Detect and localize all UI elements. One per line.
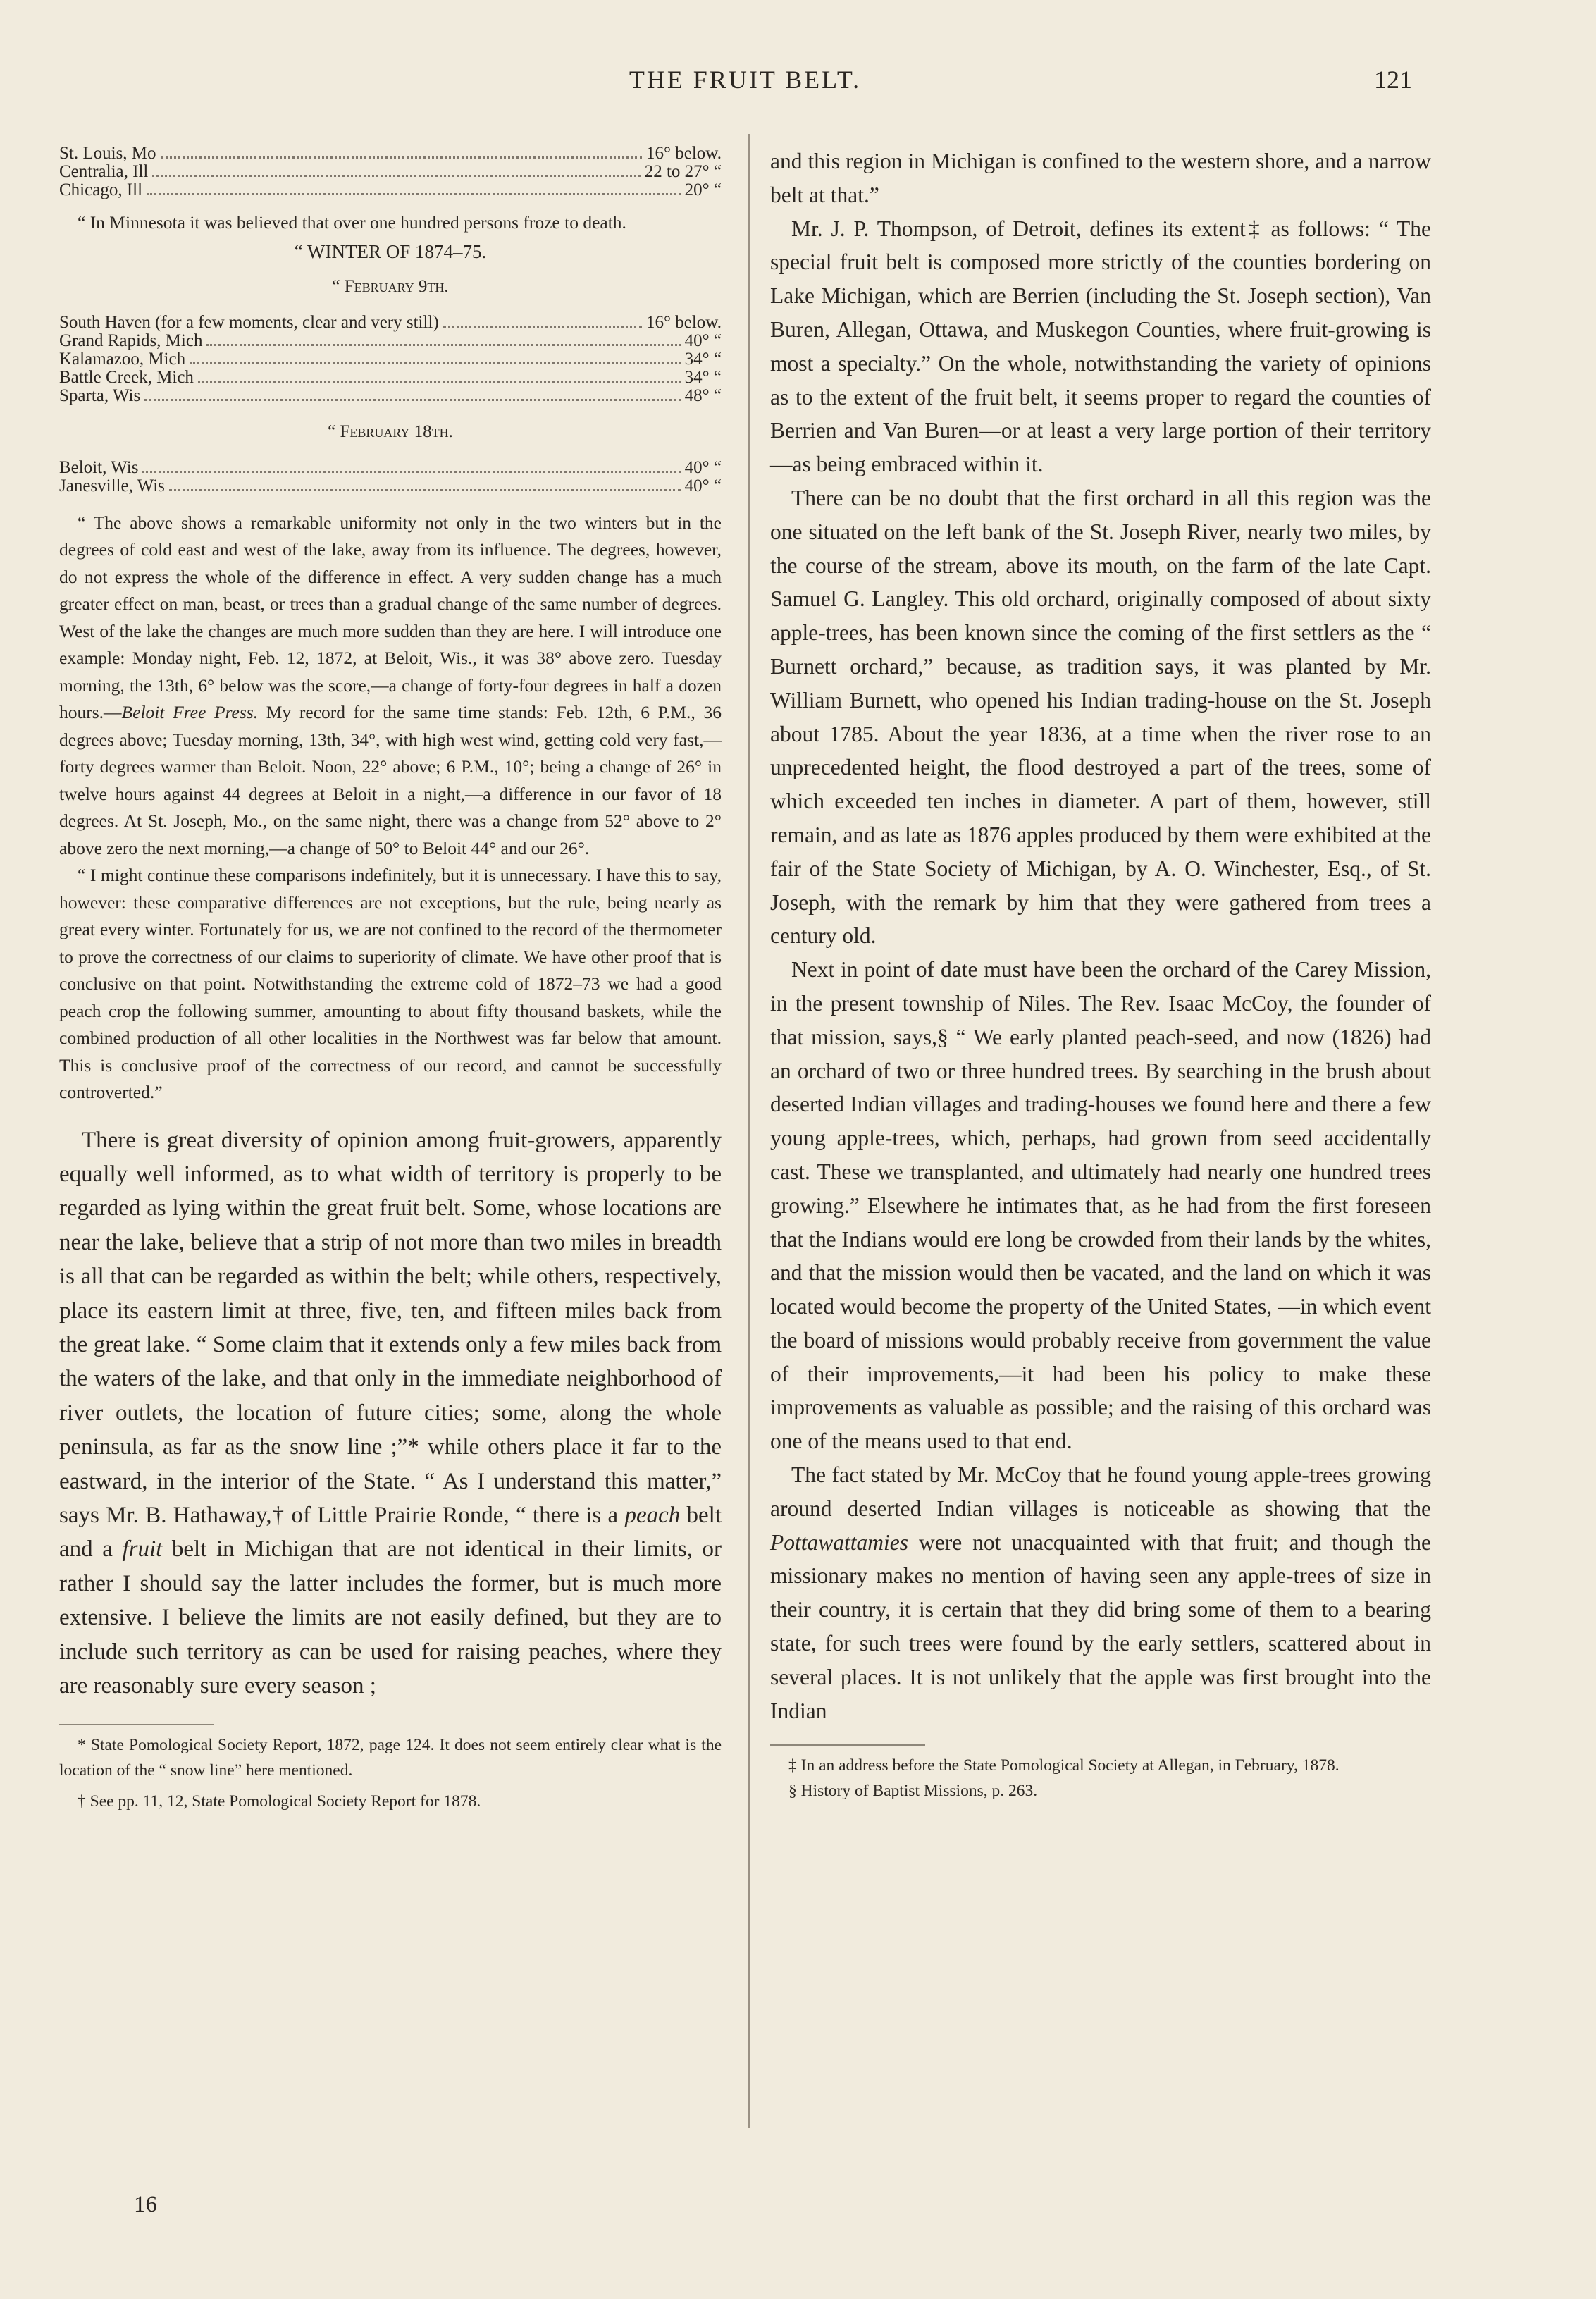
paragraph-continued: and this region in Michigan is confined to the western shore, and a narrow belt at that.”: [770, 149, 1431, 207]
temperature-table-1: [59, 144, 722, 199]
minnesota-note: “ In Minnesota it was believed that over one hundred persons froze to death.: [78, 212, 626, 233]
footnote-3: ‡ In an address before the State Pomological Society at Allegan, in February, 1878.: [788, 1756, 1340, 1775]
quoted-paragraph-2: “ I might continue these comparisons indefinitely, but it is unnecessary. I have this to say, however: these comparative differences are not exceptions, but the rule, being nearly as great every winter. Fortunately for us, we are not confined to the record of the thermometer to prove the correctness of our claims to superiority of climate. We have other proof that is conclusive on that point. Notwithstanding the extreme cold of 1872–73 we had a good peach crop the following summer, amounting to about fifty thousand baskets, while the combined production of all other localities in the Northwest was far below that amount. This is conclusive proof of the correctness of our record, and cannot be successfully controverted.”: [59, 865, 722, 1102]
temperature-table-2: [59, 314, 722, 405]
section-heading-winter: “ WINTER OF 1874–75.: [294, 240, 487, 262]
table-row: Chicago, Ill 20° “: [59, 180, 722, 199]
table-row: St. Louis, Mo 16° below.: [59, 144, 722, 163]
footnote-1: * State Pomological Society Report, 1872, page 124. It does not seem entirely clear what is the location of the “ snow line” here mentioned.: [59, 1736, 722, 1780]
page-number: 121: [1374, 66, 1412, 94]
paragraph-first-orchard: There can be no doubt that the first orchard in all this region was the one situated on the left bank of the St. Joseph River, nearly two miles, by the course of the stream, above its mouth, on the farm of the late Capt. Samuel G. Langley. This old orchard, originally composed of about sixty apple-trees, has been known since the coming of the first settlers as the “ Burnett orchard,” because, as tradition says, it was planted by Mr. William Burnett, who opened his Indian trading-house on the St. Joseph about 1785. About the year 1836, at a time when the river rose to an unprecedented height, the flood destroyed a part of the trees, some of which exceeded ten inches in diameter. A part of them, however, still remain, and as late as 1876 apples produced by them were exhibited at the fair of the State Society of Michigan, by A. O. Winchester, Esq., of St. Joseph, with the remark by him that they were gathered from trees a century old.: [770, 485, 1431, 949]
table-row: Centralia, Ill 22 to 27° “: [59, 162, 722, 181]
right-column: [770, 144, 1431, 1804]
footnote-rule: [59, 1724, 214, 1725]
column-divider: [748, 134, 750, 2128]
table-row: South Haven (for a few moments, clear and very still) 16° below.: [59, 312, 722, 332]
subheading-feb9: “ February 9th.: [332, 276, 449, 296]
running-head: THE FRUIT BELT.: [629, 66, 862, 94]
table-row: Sparta, Wis 48° “: [59, 386, 722, 405]
table-row: Kalamazoo, Mich 34° “: [59, 349, 722, 369]
main-paragraph: There is great diversity of opinion among fruit-growers, apparently equally well informed, as to what width of territory is properly to be regarded as lying within the great fruit belt. Some, whose locations are near the lake, believe that a strip of not more than two miles in breadth is all that can be regarded as within the belt; while others, respectively, place its eastern limit at three, five, ten, and fifteen miles back from the great lake. “ Some claim that it extends only a few miles back from the waters of the lake, and that only in the immediate neighborhood of river outlets, the location of future cities; some, along the whole peninsula, as far as the snow line ;”* while others place it far to the eastward, in the interior of the State. “ As I understand this matter,” says Mr. B. Hathaway,† of Little Prairie Ronde, “ there is a peach belt and a fruit belt in Michigan that are not identical in their limits, or rather I should say the latter includes the former, but is much more extensive. I believe the limits are not easily defined, but they are to include such territory as can be used for raising peaches, where they are reasonably sure every season ;: [59, 1127, 722, 1699]
paragraph-carey-mission: Next in point of date must have been the orchard of the Carey Mission, in the present township of Niles. The Rev. Isaac McCoy, the founder of that mission, says,§ “ We early planted peach-seed, and now (1826) had an orchard of two or three hundred trees. By searching in the brush about deserted Indian villages and trading-houses we found here and there a few young apple-trees, which, perhaps, had grown from seed accidentally cast. These we transplanted, and ultimately had nearly one hundred trees growing.” Elsewhere he intimates that, as he had from the first foreseen that the Indians would ere long be crowded from their lands by the whites, and that the mission would then be vacated, and the land on which it was located would become the property of the United States, —in which event the board of missions would probably receive from government the value of their improvements,—it had been his policy to make these improvements as valuable as possible; and the raising of this orchard was one of the means used to that end.: [770, 957, 1431, 1454]
temperature-table-3: [59, 459, 722, 495]
table-row: Janesville, Wis 40° “: [59, 476, 722, 495]
footnote-rule: [770, 1744, 925, 1746]
table-row: Battle Creek, Mich 34° “: [59, 367, 722, 387]
footnote-2: † See pp. 11, 12, State Pomological Society Report for 1878.: [78, 1792, 481, 1811]
paragraph-thompson: Mr. J. P. Thompson, of Detroit, defines its extent‡ as follows: “ The special fruit belt is composed more strictly of the counties bordering on Lake Michigan, which are Berrien (including the St. Joseph section), Van Buren, Allegan, Ottawa, and Muskegon Counties, where fruit-growing is most a specialty.” On the whole, notwithstanding the variety of opinions as to the extent of the fruit belt, it seems proper to regard the counties of Berrien and Van Buren—or at least a very large portion of their territory—as being embraced within it.: [770, 216, 1431, 477]
footnote-4: § History of Baptist Missions, p. 263.: [788, 1782, 1038, 1801]
table-row: Grand Rapids, Mich 40° “: [59, 331, 722, 350]
subheading-feb18: “ February 18th.: [328, 421, 453, 441]
signature-mark: 16: [134, 2192, 157, 2217]
left-column: [59, 144, 722, 1814]
table-row: Beloit, Wis 40° “: [59, 457, 722, 477]
paragraph-mccoy: The fact stated by Mr. McCoy that he found young apple-trees growing around deserted Indian villages is noticeable as showing that the Pottawattamies were not unacquainted with that fruit; and though the missionary makes no mention of having seen any apple-trees of size in their country, it is certain that they did bring some of them to a bearing state, for such trees were found by the early settlers, scattered about in several places. It is not unlikely that the apple was first brought into the Indian: [770, 1462, 1431, 1723]
quoted-paragraph-1: “ The above shows a remarkable uniformity not only in the two winters but in the degrees of cold east and west of the lake, away from its influence. The degrees, however, do not express the whole of the difference in effect. A very sudden change has a much greater effect on man, beast, or trees than a gradual change of the same number of degrees. West of the lake the changes are much more sudden than they are here. I will introduce one example: Monday night, Feb. 12, 1872, at Beloit, Wis., it was 38° above zero. Tuesday morning, the 13th, 6° below was the score,—a change of forty-four degrees in half a dozen hours.—Beloit Free Press. My record for the same time stands: Feb. 12th, 6 P.M., 36 degrees above; Tuesday morning, 13th, 34°, with high west wind, getting cold very fast,—forty degrees warmer than Beloit. Noon, 22° above; 6 P.M., 10°; being a change of 26° in twelve hours against 44 degrees at Beloit in a night,—a difference in our favor of 18 degrees. At St. Joseph, Mo., on the same night, there was a change from 52° above to 2° above zero the next morning,—a change of 50° to Beloit 44° and our 26°.: [59, 512, 722, 858]
